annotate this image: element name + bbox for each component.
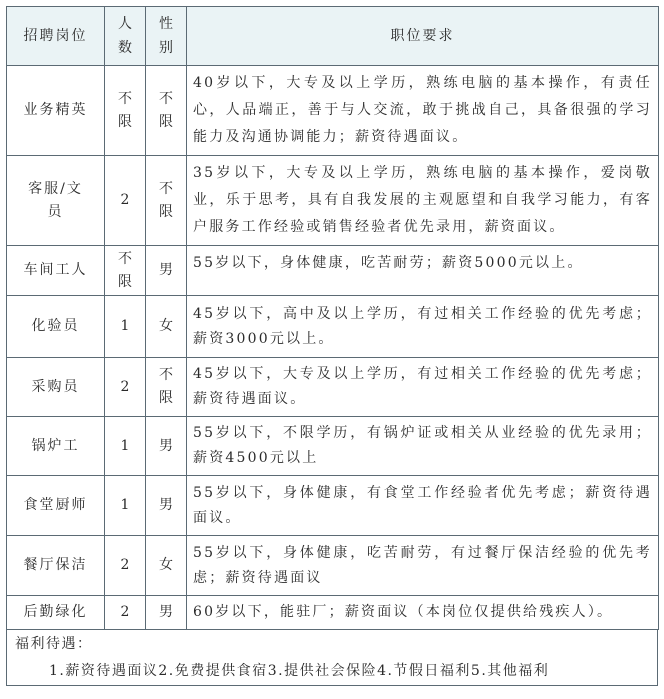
table-row: [7, 476, 659, 536]
gender-cell: 女: [146, 536, 187, 596]
position-cell: 采购员: [7, 358, 105, 417]
position-cell: 业务精英: [7, 66, 105, 156]
requirements-cell: 40岁以下，大专及以上学历，熟练电脑的基本操作，有责任心，人品端正，善于与人交流，敢于挑战自己，具备很强的学习能力及沟通协调能力；薪资待遇面议。: [187, 66, 659, 156]
count-cell: 2: [105, 358, 146, 417]
count-cell: 不限: [118, 250, 132, 290]
table-row: [7, 596, 659, 630]
header-position: 招聘岗位: [7, 7, 105, 66]
job-table: [6, 6, 659, 630]
table-row: [7, 296, 659, 358]
recruitment-document: [6, 6, 658, 686]
welfare-title: 福利待遇：: [15, 636, 93, 652]
gender-cell: 女: [146, 296, 187, 358]
header-count: 人数: [118, 16, 132, 56]
position-cell: 后勤绿化: [7, 596, 105, 630]
position-cell: 客服/文员: [7, 156, 105, 246]
count-cell: 1: [105, 417, 146, 476]
requirements-cell: 45岁以下，大专及以上学历，有过相关工作经验的优先考虑；薪资待遇面议。: [187, 358, 659, 417]
count-cell: 不限: [118, 90, 132, 130]
gender-cell: 不限: [159, 367, 173, 406]
gender-cell: 男: [146, 596, 187, 630]
gender-cell: 男: [146, 246, 187, 296]
position-cell: 化验员: [7, 296, 105, 358]
count-cell: 1: [105, 476, 146, 536]
header-requirements: 职位要求: [187, 7, 659, 66]
requirements-cell: 55岁以下，身体健康，吃苦耐劳，有过餐厅保洁经验的优先考虑；薪资待遇面议: [187, 536, 659, 596]
position-cell: 车间工人: [7, 246, 105, 296]
count-cell: 2: [105, 156, 146, 246]
requirements-cell: 55岁以下，不限学历，有锅炉证或相关从业经验的优先录用；薪资4500元以上: [187, 417, 659, 476]
gender-cell: 不限: [159, 180, 173, 220]
table-row: [7, 358, 659, 417]
position-cell: 餐厅保洁: [7, 536, 105, 596]
gender-cell: 男: [146, 417, 187, 476]
table-row: [7, 417, 659, 476]
count-cell: 1: [105, 296, 146, 358]
position-cell: 锅炉工: [7, 417, 105, 476]
requirements-cell: 55岁以下，身体健康，吃苦耐劳；薪资5000元以上。: [187, 246, 659, 296]
header-gender: 性别: [159, 16, 173, 56]
table-row: [7, 536, 659, 596]
welfare-section: [6, 630, 658, 686]
requirements-cell: 45岁以下，高中及以上学历，有过相关工作经验的优先考虑；薪资3000元以上。: [187, 296, 659, 358]
table-row: [7, 66, 659, 156]
count-cell: 2: [105, 536, 146, 596]
requirements-cell: 35岁以下，大专及以上学历，熟练电脑的基本操作，爱岗敬业，乐于思考，具有自我发展的主观愿望和自我学习能力，有客户服务工作经验或销售经验者优先录用，薪资面议。: [187, 156, 659, 246]
requirements-cell: 55岁以下，身体健康，有食堂工作经验者优先考虑；薪资待遇面议。: [187, 476, 659, 536]
table-header-row: [7, 7, 659, 66]
table-row: [7, 246, 659, 296]
requirements-cell: 60岁以下，能驻厂；薪资面议（本岗位仅提供给残疾人）。: [187, 596, 659, 630]
welfare-items: 1.薪资待遇面议2.免费提供食宿3.提供社会保险4.节假日福利5.其他福利: [49, 663, 550, 679]
position-cell: 食堂厨师: [7, 476, 105, 536]
table-row: [7, 156, 659, 246]
gender-cell: 不限: [159, 90, 173, 130]
gender-cell: 男: [146, 476, 187, 536]
count-cell: 2: [105, 596, 146, 630]
